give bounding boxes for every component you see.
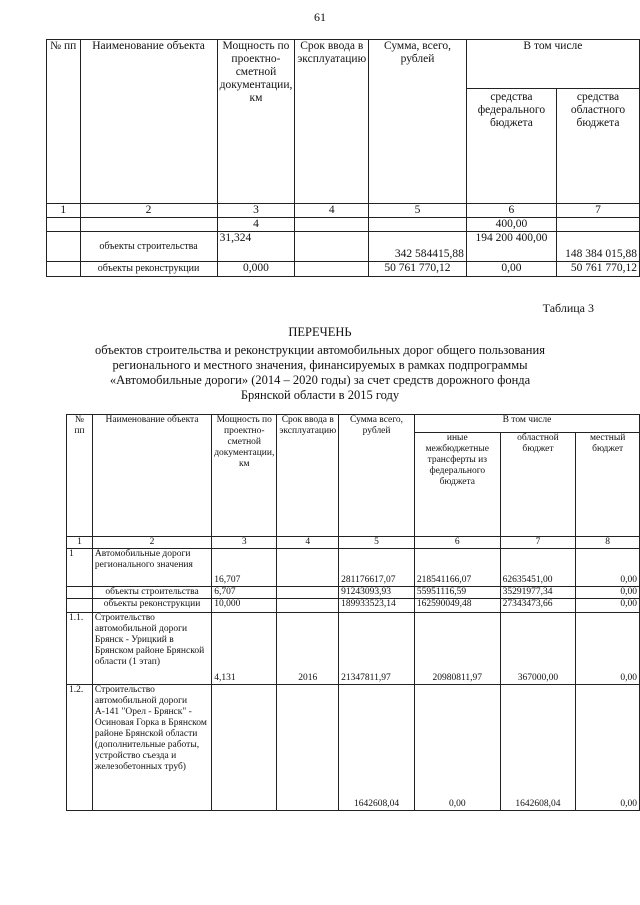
row-name: объекты реконструкции xyxy=(92,599,211,613)
row-regional: 148 384 015,88 xyxy=(557,232,640,262)
row-sum: 91243093,93 xyxy=(339,587,415,599)
row-power: 6,707 xyxy=(212,587,277,599)
row-local: 0,00 xyxy=(576,599,640,613)
index-row xyxy=(67,537,640,549)
table-row xyxy=(67,685,640,811)
index-cell: 7 xyxy=(500,537,576,549)
col-header-including: В том числе xyxy=(414,415,639,433)
index-cell: 4 xyxy=(277,537,339,549)
row-federal: 194 200 400,00 xyxy=(466,232,556,262)
row-local: 0,00 xyxy=(576,587,640,599)
table-row xyxy=(67,587,640,599)
title-line: Брянской области в 2015 году xyxy=(240,388,400,402)
row-term xyxy=(277,587,339,599)
title-line: регионального и местного значения, финансируемых в рамках подпрограммы xyxy=(112,358,528,372)
index-cell: 1 xyxy=(67,537,93,549)
col-header-local: местный бюджет xyxy=(576,433,640,537)
col-header-sum: Сумма, всего, рублей xyxy=(369,40,467,204)
col-header-federal: средства федерального бюджета xyxy=(466,89,556,204)
col-header-term: Срок ввода в эксплуатацию xyxy=(295,40,369,204)
row-sum: 1642608,04 xyxy=(339,685,415,811)
row-term xyxy=(277,685,339,811)
index-cell: 4 xyxy=(295,204,369,218)
index-row xyxy=(47,204,640,218)
col-header-power: Мощность по проектно-сметной документации, км xyxy=(212,415,277,537)
col-header-regional: областной бюджет xyxy=(500,433,576,537)
row-transfers: 0,00 xyxy=(414,685,500,811)
row-sum xyxy=(369,218,467,232)
page-number: 61 xyxy=(314,10,326,24)
row-term: 2016 xyxy=(277,613,339,685)
row-transfers: 20980811,97 xyxy=(414,613,500,685)
row-regional: 367000,00 xyxy=(500,613,576,685)
col-header-regional: средства областного бюджета xyxy=(557,89,640,204)
row-num: 1.1. xyxy=(67,613,93,685)
row-federal: 400,00 xyxy=(466,218,556,232)
row-num: 1 xyxy=(67,549,93,587)
row-transfers: 218541166,07 xyxy=(414,549,500,587)
row-num xyxy=(67,587,93,599)
index-cell: 6 xyxy=(414,537,500,549)
col-header-num: № пп xyxy=(67,415,93,537)
index-cell: 5 xyxy=(339,537,415,549)
index-cell: 6 xyxy=(466,204,556,218)
row-term xyxy=(277,549,339,587)
row-regional: 1642608,04 xyxy=(500,685,576,811)
index-cell: 5 xyxy=(369,204,467,218)
row-transfers: 162590049,48 xyxy=(414,599,500,613)
table-label: Таблица 3 xyxy=(542,301,594,315)
continuation-table xyxy=(46,39,640,277)
table-row xyxy=(67,549,640,587)
row-sum: 281176617,07 xyxy=(339,549,415,587)
col-header-name: Наименование объекта xyxy=(92,415,211,537)
row-power: 16,707 xyxy=(212,549,277,587)
title-line: «Автомобильные дороги» (2014 – 2020 годы) за счет средств дорожного фонда xyxy=(109,373,531,387)
row-num: 1.2. xyxy=(67,685,93,811)
row-regional: 50 761 770,12 xyxy=(557,262,640,277)
table-row xyxy=(47,218,640,232)
row-name: объекты строительства xyxy=(92,587,211,599)
index-cell: 3 xyxy=(212,537,277,549)
col-header-including: В том числе xyxy=(466,40,639,89)
row-transfers: 55951116,59 xyxy=(414,587,500,599)
row-local: 0,00 xyxy=(576,613,640,685)
row-regional: 62635451,00 xyxy=(500,549,576,587)
row-local: 0,00 xyxy=(576,685,640,811)
row-name xyxy=(80,218,217,232)
objects-table xyxy=(66,414,640,811)
row-name: Автомобильные дороги регионального значения xyxy=(92,549,211,587)
row-sum: 189933523,14 xyxy=(339,599,415,613)
row-term xyxy=(295,262,369,277)
row-regional: 35291977,34 xyxy=(500,587,576,599)
row-power: 31,324 xyxy=(217,232,295,262)
row-name: Строительство автомобильной дороги А-141 "Орел - Брянск" - Осиновая Горка в Брянском районе Брянской области (дополнительные работы, устройство съезда и железобетонных труб) xyxy=(92,685,211,811)
col-header-sum: Сумма всего, рублей xyxy=(339,415,415,537)
index-cell: 3 xyxy=(217,204,295,218)
col-header-name: Наименование объекта xyxy=(80,40,217,204)
row-name: объекты строительства xyxy=(80,232,217,262)
index-cell: 7 xyxy=(557,204,640,218)
row-name: объекты реконструкции xyxy=(80,262,217,277)
index-cell: 1 xyxy=(47,204,81,218)
row-name: Строительство автомобильной дороги Брянск - Урицкий в Брянском районе Брянской области (1 этап) xyxy=(92,613,211,685)
col-header-term: Срок ввода в эксплуатацию xyxy=(277,415,339,537)
col-header-num: № пп xyxy=(47,40,81,204)
row-num xyxy=(67,599,93,613)
index-cell: 2 xyxy=(80,204,217,218)
document-title xyxy=(40,325,600,403)
index-cell: 2 xyxy=(92,537,211,549)
row-term xyxy=(277,599,339,613)
index-cell: 8 xyxy=(576,537,640,549)
row-power: 4,131 xyxy=(212,613,277,685)
table-row xyxy=(67,599,640,613)
table-row xyxy=(47,262,640,277)
row-regional xyxy=(557,218,640,232)
row-term xyxy=(295,218,369,232)
row-power xyxy=(212,685,277,811)
row-term xyxy=(295,232,369,262)
row-sum: 21347811,97 xyxy=(339,613,415,685)
row-power: 10,000 xyxy=(212,599,277,613)
row-local: 0,00 xyxy=(576,549,640,587)
row-power: 4 xyxy=(217,218,295,232)
title-heading: ПЕРЕЧЕНЬ xyxy=(288,325,352,339)
table-row xyxy=(47,232,640,262)
col-header-transfers: иные межбюджетные трансферты из федерального бюджета xyxy=(414,433,500,537)
row-sum: 50 761 770,12 xyxy=(369,262,467,277)
col-header-power: Мощность по проектно-сметной документации, км xyxy=(217,40,295,204)
table-row xyxy=(67,613,640,685)
row-federal: 0,00 xyxy=(466,262,556,277)
row-sum: 342 584415,88 xyxy=(369,232,467,262)
row-regional: 27343473,66 xyxy=(500,599,576,613)
row-power: 0,000 xyxy=(217,262,295,277)
title-line: объектов строительства и реконструкции автомобильных дорог общего пользования xyxy=(95,343,545,357)
